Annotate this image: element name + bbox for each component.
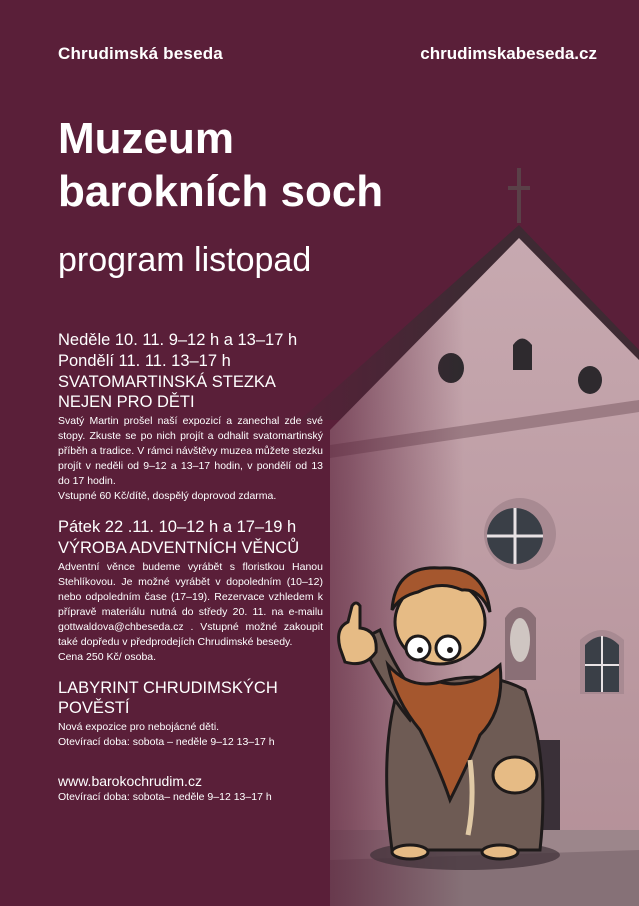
event-note: Vstupné 60 Kč/dítě, dospělý doprovod zdarma. [58, 490, 277, 502]
page-subtitle: program listopad [58, 241, 312, 279]
event-labyrint [58, 678, 323, 750]
event-heading: SVATOMARTINSKÁ STEZKA [58, 373, 276, 391]
event-text: Adventní věnce budeme vyrábět s floristkou Hanou Stehlíkovou. Je možné vyrábět v dopoledním (10–12) nebo odpoledním čase (17–19). Rezervace vzhledem k přípravě materiálu nutná do středy 20. 11. na e-mailu gottwaldova@chbeseda.cz . Vstupné možné zakoupit také dopředu v předprodejích Chrudimské besedy. [58, 561, 323, 648]
event-description [58, 414, 323, 504]
event-heading: POVĚSTÍ [58, 699, 130, 717]
opening-hours: Otevírací doba: sobota– neděle 9–12 13–17 h [58, 791, 272, 803]
page-title [58, 112, 383, 218]
event-note: Otevírací doba: sobota – neděle 9–12 13–17 h [58, 736, 275, 748]
footer [58, 772, 272, 805]
website-link[interactable]: chrudimskabeseda.cz [420, 44, 597, 63]
title-line: Muzeum [58, 114, 234, 163]
event-description [58, 560, 323, 665]
event-note: Cena 250 Kč/ osoba. [58, 651, 157, 663]
event-text: Svatý Martin prošel naší expozicí a zanechal zde své stopy. Zkuste se po nich projít a odhalit svatomartinský příběh a tradice. V rámci návštěvy muzea můžete stezku projít v neděli od 9–12 a 13–17 hodin, v pondělí od 13 do 17 hodin. [58, 415, 323, 487]
event-date: Pátek 22 .11. 10–12 h a 17–19 h [58, 518, 297, 536]
museum-url-link[interactable]: www.barokochrudim.cz [58, 773, 202, 789]
event-heading: NEJEN PRO DĚTI [58, 393, 195, 411]
event-svatomartinska-stezka [58, 330, 323, 504]
event-heading: VÝROBA ADVENTNÍCH VĚNCŮ [58, 539, 300, 557]
event-description [58, 720, 323, 750]
event-text: Nová expozice pro nebojácné děti. [58, 721, 220, 733]
brand-logo: Chrudimská beseda [58, 44, 223, 63]
event-date: Neděle 10. 11. 9–12 h a 13–17 h [58, 331, 298, 349]
event-heading: LABYRINT CHRUDIMSKÝCH [58, 679, 278, 697]
event-date: Pondělí 11. 11. 13–17 h [58, 352, 231, 370]
title-line: barokních soch [58, 167, 384, 216]
event-vyroba-vencu [58, 517, 323, 665]
